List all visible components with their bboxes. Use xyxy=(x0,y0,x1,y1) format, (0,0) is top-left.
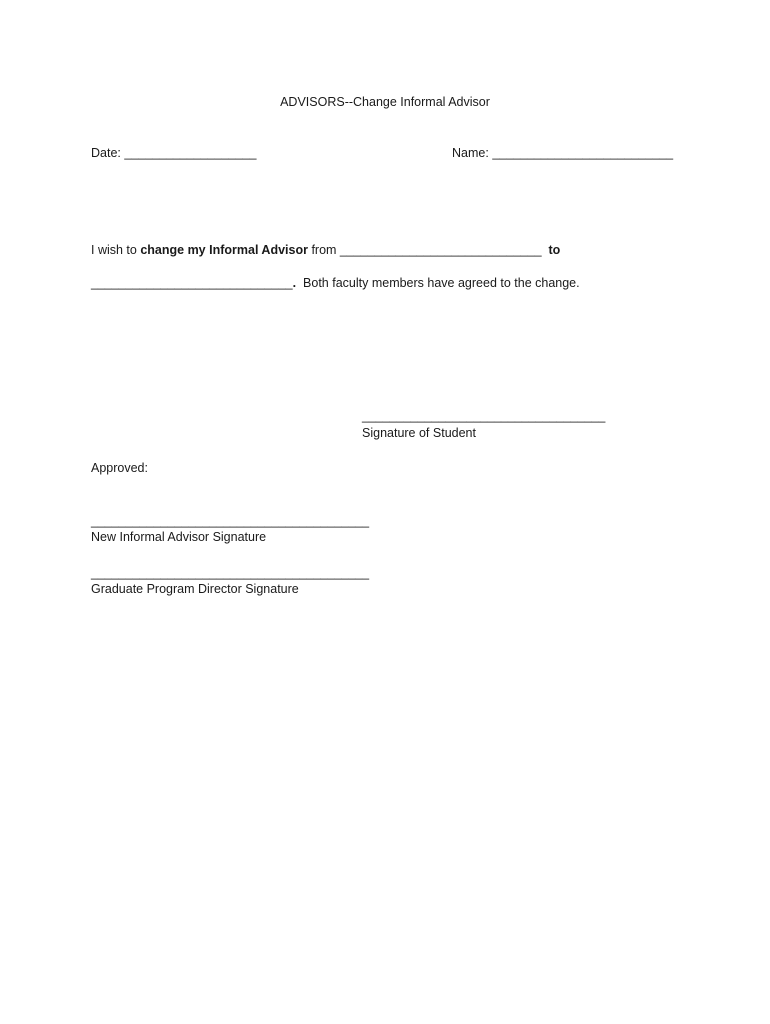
change-statement-line-1 xyxy=(91,243,560,258)
date-label: Date: xyxy=(91,146,121,160)
to-advisor-blank[interactable]: _____________________________ xyxy=(91,276,293,290)
student-signature-line[interactable]: ___________________________________ xyxy=(362,409,606,423)
statement-period: . xyxy=(292,276,297,290)
name-field[interactable] xyxy=(452,146,673,161)
advisor-signature-label: New Informal Advisor Signature xyxy=(91,530,267,544)
statement-suffix: Both faculty members have agreed to the change. xyxy=(296,276,580,290)
statement-to-word: to xyxy=(548,243,561,257)
statement-bold-phrase: change my Informal Advisor xyxy=(140,243,308,257)
statement-from-word: from xyxy=(307,243,340,257)
student-signature-label: Signature of Student xyxy=(362,426,476,440)
change-statement-line-2 xyxy=(91,276,580,291)
advisor-signature-line[interactable]: ________________________________________ xyxy=(91,514,370,528)
date-blank[interactable]: ___________________ xyxy=(124,146,257,160)
approved-label: Approved: xyxy=(91,461,148,475)
director-signature-label: Graduate Program Director Signature xyxy=(91,582,299,596)
director-signature-line[interactable]: ________________________________________ xyxy=(91,566,370,580)
form-title: ADVISORS--Change Informal Advisor xyxy=(280,95,490,109)
name-label: Name: xyxy=(452,146,489,160)
name-blank[interactable]: __________________________ xyxy=(492,146,674,160)
from-advisor-blank[interactable]: _____________________________ xyxy=(339,243,542,257)
statement-prefix: I wish to xyxy=(91,243,141,257)
date-field[interactable] xyxy=(91,146,256,161)
